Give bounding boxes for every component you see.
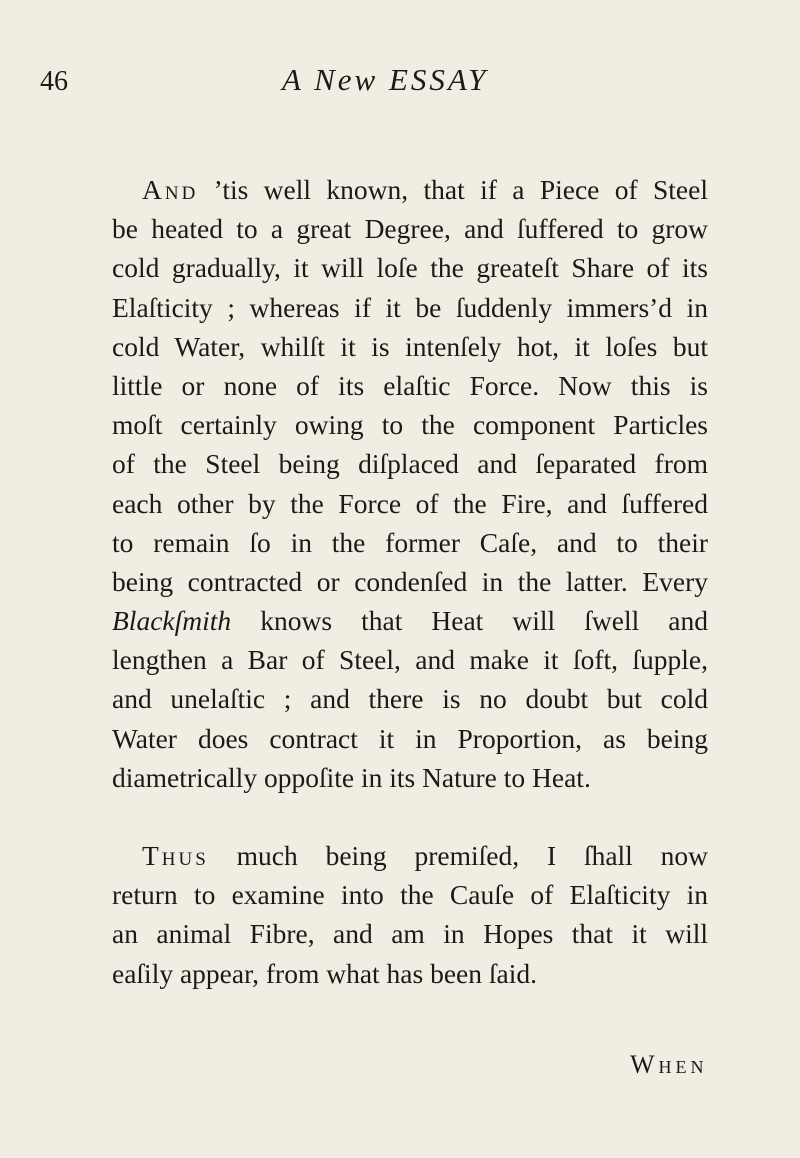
paragraph-lead-word: And <box>142 174 199 205</box>
page-number: 46 <box>40 66 68 97</box>
catchword: When <box>630 1050 708 1079</box>
text-line: cold gradually, it will loſe the greateſt Share of its <box>112 252 708 284</box>
text-line: cold Water, whilſt it is intenſely hot, it loſes but <box>112 330 708 362</box>
paragraph-lead-word: Thus <box>142 840 209 871</box>
running-head <box>40 62 760 102</box>
paragraph-1 <box>112 170 708 797</box>
text-line: being contracted or condenſed in the latter. Every <box>112 565 708 597</box>
text-line: of the Steel being diſplaced and ſeparated from <box>112 448 708 480</box>
text-line: diametrically oppoſite in its Nature to Heat. <box>112 761 591 793</box>
running-title: A New ESSAY <box>282 62 489 97</box>
text-line: Blackſmith knows that Heat will ſwell and <box>112 605 709 637</box>
text-line: And ’tis well known, that if a Piece of Steel <box>142 174 708 205</box>
text-line: each other by the Force of the Fire, and ſuffered <box>112 487 708 519</box>
body-text <box>112 170 708 993</box>
text-line: and unelaſtic ; and there is no doubt but cold <box>112 683 708 715</box>
text-line: Elaſticity ; whereas if it be ſuddenly immers’d in <box>112 291 708 323</box>
text-line: moſt certainly owing to the component Particles <box>112 409 708 441</box>
text-line: lengthen a Bar of Steel, and make it ſoft, ſupple, <box>112 644 708 676</box>
text-line: little or none of its elaſtic Force. Now this is <box>112 369 708 401</box>
paragraph-2 <box>112 836 708 993</box>
paragraph-gap <box>112 797 708 836</box>
italic-word: Blackſmith <box>112 605 232 637</box>
text-line: be heated to a great Degree, and ſuffered to grow <box>112 213 708 245</box>
text-line: return to examine into the Cauſe of Elaſticity in <box>112 879 708 911</box>
text-line: to remain ſo in the former Caſe, and to their <box>112 526 708 558</box>
text-line: eaſily appear, from what has been ſaid. <box>112 957 537 989</box>
text-line: Thus much being premiſed, I ſhall now <box>142 840 708 871</box>
text-line: an animal Fibre, and am in Hopes that it will <box>112 918 708 950</box>
text-line: Water does contract it in Proportion, as being <box>112 722 708 754</box>
